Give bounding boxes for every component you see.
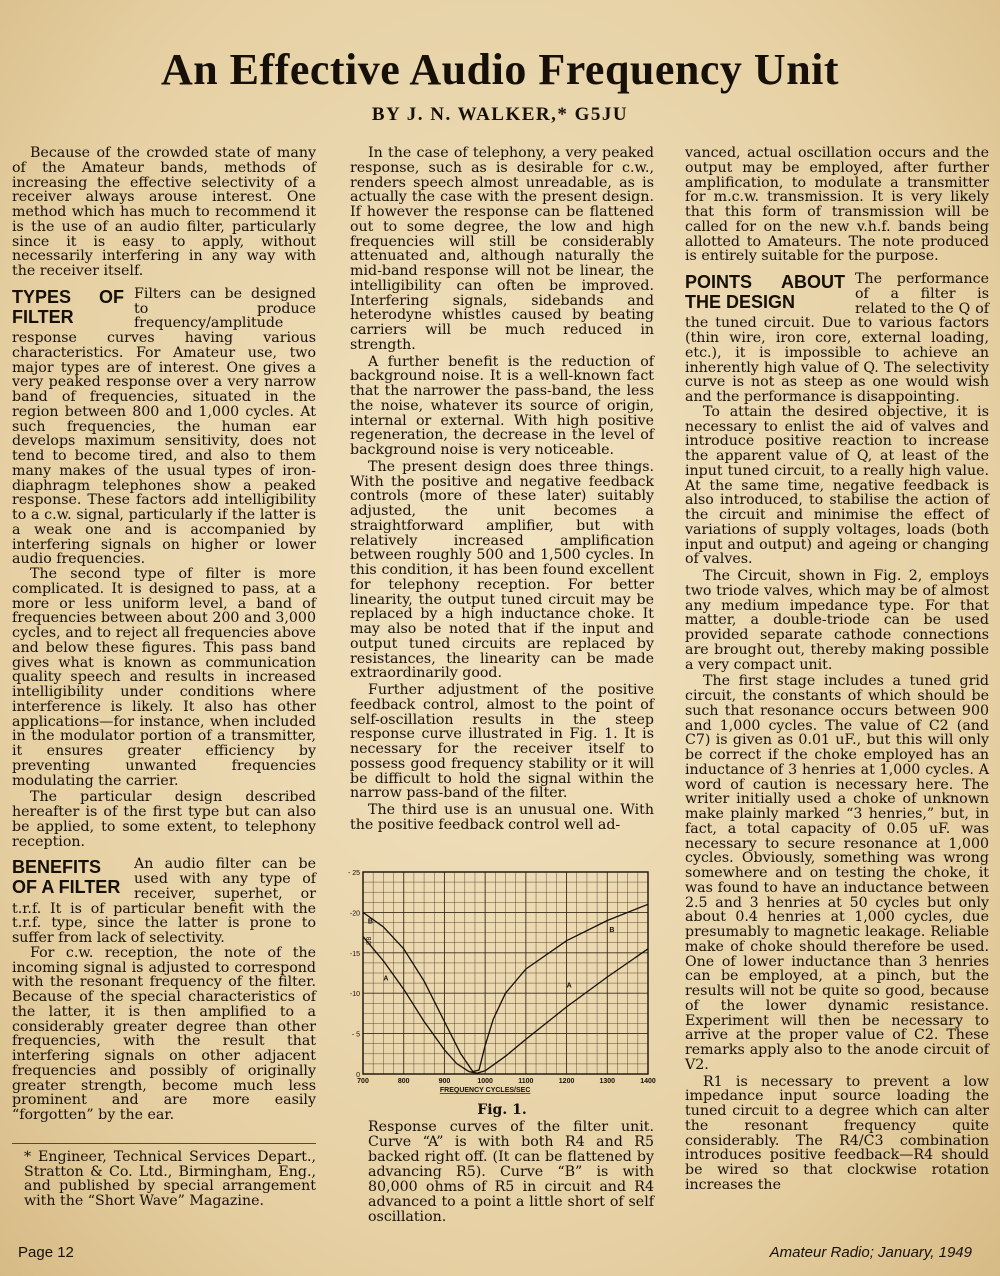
paragraph: To attain the desired objective, it is necessary to enlist the aid of valves and introduce positive reaction to increase the apparent value of Q, at least of the input tuned circuit, to a really high value. At the same time, negative feedback is also introduced, to stabilise the action of the circuit and minimise the effect of variations of supply voltages, loads (both input and output) and ageing or changing of valves. (685, 403, 989, 568)
y-tick-label: 0 (356, 1072, 360, 1079)
section-benefits-of-a-filter (12, 857, 316, 946)
x-tick-label: 1000 (477, 1078, 493, 1085)
y-tick-label: - 5 (351, 1031, 360, 1039)
paragraph: vanced, actual oscillation occurs and the output may be employed, after further amplification, to modulate a transmitter for m.c.w. transmission. It is very likely that this form of transmission will be called for on the new v.h.f. bands being allotted to Amateurs. The note produced is entirely suitable for the purpose. (685, 145, 989, 265)
paragraph: The first stage includes a tuned grid circuit, the constants of which should be such that resonance occurs between 900 and 1,000 cycles. The value of C2 (and C7) is given as 0.01 uF., but this will only be correct if the choke employed has an inductance of 3 henries at 1,000 cycles. A word of caution is necessary here. The writer initially used a choke of unknown make plainly marked “3 henries,” but, in fact, a total capacity of 0.05 uF. was necessary to secure resonance at 1,000 cycles. Obviously, something was wrong somewhere and on testing the choke, it was found to have an inductance between 2.5 and 3 henries at 50 cycles but only about 0.4 henries at 1,000 cycles, due presumably to magnetic leakage. Reliable make of choke should therefore be used. One of lower inductance than 3 henries can be employed, at a pinch, but the results will not be quite so good, because of the lower dynamic resistance. Experiment will then be necessary to arrive at the proper value of C2. These remarks apply also to the anode circuit of V2. (685, 673, 989, 1073)
figure-caption: Response curves of the filter unit. Curve “A” is with both R4 and R5 backed right off. (It can be flattened by advancing R5). Curve “B” is with 80,000 ohms of R5 in circuit and R4 advanced to a point a little short of self oscillation. (368, 1119, 654, 1225)
series-label-B: B (609, 926, 615, 934)
y-tick-label: -15 (349, 950, 360, 958)
x-tick-label: 1300 (599, 1078, 616, 1085)
footnote (12, 1143, 316, 1209)
page-number: Page 12 (18, 1244, 74, 1261)
paragraph: An audio filter can be used with any type of receiver, superhet, or t.r.f. It is of particular benefit with the t.r.f. type, since the latter is prone to suffer from lack of selectivity. (12, 856, 316, 946)
article-title: An Effective Audio Frequency Unit (160, 45, 840, 94)
section-heading: TYPES OF FILTER (12, 286, 124, 327)
author-byline: BY J. N. WALKER,* G5JU (371, 104, 629, 125)
paragraph: In the case of telephony, a very peaked response, such as is desirable for c.w., renders speech almost unreadable, as is actually the case with the present design. If however the response can be flattened out to some degree, the low and high frequencies will still be considerably attenuated and, although naturally the mid-band response will not be linear, the intelligibility can often be improved. Interfering signals, sidebands and heterodyne whistles caused by beating carriers will be much reduced in strength. (350, 145, 654, 353)
journal-footer: Amateur Radio; January, 1949 (769, 1244, 972, 1261)
x-tick-label: 1100 (518, 1078, 534, 1085)
paragraph: R1 is necessary to prevent a low impedance input source loading the tuned circuit to a degree which can alter the resonant frequency quite considerably. The R4/C3 combination introduces positive feedback—R4 should be wired so that clockwise rotation increases the (685, 1073, 989, 1193)
section-heading: BENEFITS OF A FILTER (12, 857, 121, 898)
paragraph: For c.w. reception, the note of the incoming signal is adjusted to correspond with the resonant frequency of the filter. Because of the special characteristics of the latter, it is then amplified to a considerably greater degree than other frequencies, with the result that interfering signals on other adjacent frequencies and possibly of originally greater strength, become much less prominent and are more easily “forgotten” by the ear. (12, 944, 316, 1123)
footnote-text: * Engineer, Technical Services Depart., Stratton & Co. Ltd., Birmingham, Eng., and published by special arrangement with the “Short Wave” Magazine. (24, 1148, 316, 1209)
y-tick-label: -20 (349, 910, 360, 918)
series-label-A: A (383, 975, 389, 983)
response-curve-chart (338, 862, 658, 1102)
x-tick-label: 700 (357, 1078, 369, 1085)
y-axis-label: DB (367, 936, 373, 945)
paragraph: The particular design described hereafter is of the first type but can also be applied, to some extent, to telephony reception. (12, 789, 316, 850)
paragraph: Further adjustment of the positive feedback control, almost to the point of self-oscillation results in the steep response curve illustrated in Fig. 1. It is necessary for the receiver itself to possess good frequency stability or it will be difficult to hold the signal within the narrow pass-band of the filter. (350, 682, 654, 802)
paragraph: The third use is an unusual one. With the positive feedback control well ad- (350, 802, 654, 833)
paragraph: Because of the crowded state of many of the Amateur bands, methods of increasing the effective selectivity of a receiver always arouse interest. One method which has much to recommend it is the use of an audio filter, particularly since it is easy to apply, without necessarily interfering in any way with the receiver itself. (12, 145, 316, 279)
section-types-of-filter (12, 287, 316, 567)
y-tick-label: - 25 (347, 870, 360, 877)
x-tick-label: 800 (397, 1078, 410, 1085)
paragraph: The Circuit, shown in Fig. 2, employs two triode valves, which may be of almost any medium impedance type. For that matter, a double-triode can be used provided separate cathode connections are brought out, thereby making possible a very compact unit. (685, 568, 989, 673)
x-tick-label: 900 (438, 1078, 451, 1085)
paragraph: The present design does three things. With the positive and negative feedback controls (more of these later) suitably adjusted, the unit becomes a straightforward amplifier, but with relatively increased amplification between roughly 500 and 1,500 cycles. In this condition, it has been found excellent for telephony reception. For better linearity, the output tuned circuit may be replaced by a high inductance choke. It may also be noted that if the input and output tuned circuits are replaced by resistances, the linearity can be made extraordinarily good. (350, 458, 654, 682)
section-heading: POINTS ABOUT THE DESIGN (685, 272, 845, 312)
x-tick-label: 1200 (558, 1078, 575, 1085)
series-label-A: A (566, 982, 572, 990)
paragraph: The second type of filter is more complicated. It is designed to pass, at a more or less uniform level, a band of frequencies between about 200 and 3,000 cycles, and to reject all frequencies above and below these figures. This pass band gives what is known as communication quality speech and results in increased intelligibility under conditions where interference is likely. It also has other applications—for instance, when included in the modulator portion of a transmitter, it ensures greater efficiency by preventing unwanted frequencies modulating the carrier. (12, 566, 316, 789)
section-points-about-the-design (685, 272, 989, 405)
column-2 (350, 146, 654, 833)
column-3 (685, 146, 989, 1193)
figure-label: Fig. 1. (477, 1102, 527, 1118)
figure-1-chart (338, 862, 658, 1102)
column-1 (12, 146, 316, 1209)
paragraph: Filters can be designed to produce frequency/amplitude response curves having various characteristics. For Amateur use, two major types are of interest. One gives a very peaked response over a very narrow band of frequencies, situated in the region between 800 and 1,000 cycles. At such frequencies, the human ear develops maximum sensitivity, does not tend to become tired, and also to them many makes of the usual types of iron-diaphragm telephones show a peaked response. These factors add intelligibility to a c.w. signal, particularly if the latter is a weak one and is accompanied by interfering signals on higher or lower audio frequencies. (12, 285, 316, 568)
series-label-B: B (367, 918, 373, 926)
x-axis-label: FREQUENCY CYCLES/SEC (439, 1087, 531, 1094)
paragraph: A further benefit is the reduction of background noise. It is a well-known fact that the narrower the pass-band, the less the noise, whatever its source of origin, internal or external. With high positive regeneration, the decrease in the level of background noise is very noticeable. (350, 353, 654, 458)
y-tick-label: -10 (349, 991, 360, 999)
x-tick-label: 1400 (640, 1078, 656, 1085)
paragraph: The performance of a filter is related to the Q of the tuned circuit. Due to various factors (thin wire, iron core, external loading, etc.), it is impossible to achieve an inherently high value of Q. The selectivity curve is not as steep as one would wish and the performance is disappointing. (685, 271, 989, 405)
